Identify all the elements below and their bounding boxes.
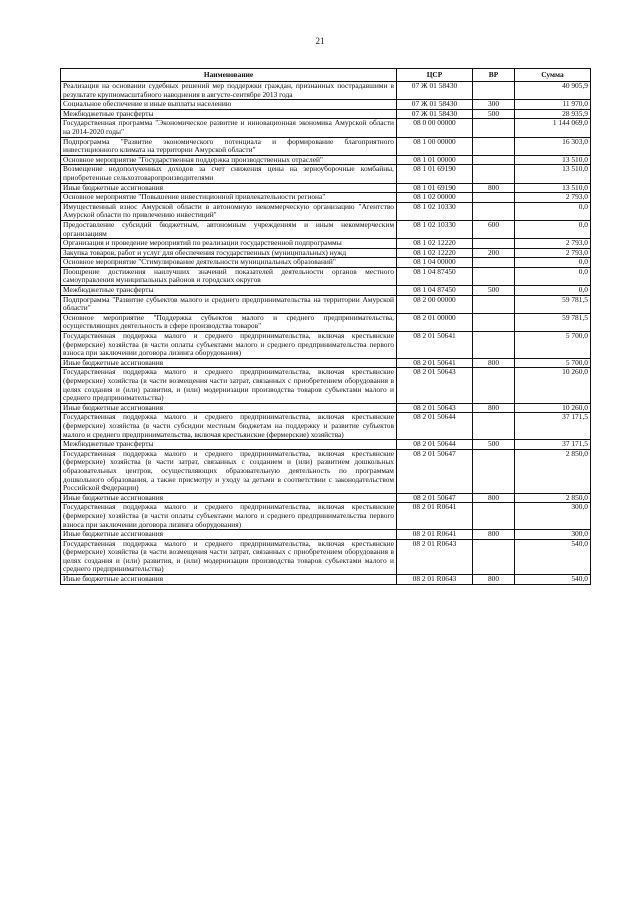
cell-vr: 300 — [473, 100, 515, 110]
cell-vr: 800 — [473, 530, 515, 540]
cell-name: Иные бюджетные ассигнования — [61, 358, 397, 368]
cell-csr: 08 1 01 69190 — [397, 183, 473, 193]
cell-name: Социальное обеспечение и иные выплаты населению — [61, 100, 397, 110]
table-row — [61, 119, 591, 137]
table-row — [61, 202, 591, 220]
cell-vr: 800 — [473, 575, 515, 585]
cell-sum: 5 700,0 — [515, 332, 591, 359]
cell-sum: 16 303,0 — [515, 137, 591, 155]
cell-sum: 300,0 — [515, 530, 591, 540]
cell-vr — [473, 413, 515, 440]
cell-csr: 07 Ж 01 58430 — [397, 82, 473, 100]
page-number: 21 — [315, 36, 325, 46]
cell-csr: 08 2 01 50644 — [397, 440, 473, 450]
cell-csr: 08 1 02 12220 — [397, 239, 473, 249]
cell-name: Подпрограмма "Развитие субъектов малого и среднего предпринимательства на территории Амурской области" — [61, 295, 397, 313]
cell-csr: 08 1 04 87450 — [397, 267, 473, 285]
table-row — [61, 503, 591, 530]
cell-name: Закупка товаров, работ и услуг для обеспечения государственных (муниципальных) нужд — [61, 248, 397, 258]
table-row — [61, 440, 591, 450]
cell-vr — [473, 503, 515, 530]
cell-name: Основное мероприятие "Поддержка субъектов малого и среднего предпринимательства, осуществляющих деятельность в сфере производства товаров" — [61, 313, 397, 331]
cell-name: Государственная поддержка малого и среднего предпринимательства, включая крестьянские (фермерские) хозяйства (в части возмещения части затрат, связанных с приобретением оборудования в целях создания и (или) развития, и (или) модернизации производства товаров субъектами малого и среднего предпринимательства) — [61, 539, 397, 574]
cell-csr: 08 2 01 50641 — [397, 332, 473, 359]
cell-name: Поощрение достижения наилучших значений показателей деятельности органов местного самоуправления муниципальных районов и городских округов — [61, 267, 397, 285]
cell-vr — [473, 449, 515, 493]
cell-name: Основное мероприятие "Повышение инвестиционной привлекательности региона" — [61, 193, 397, 203]
cell-csr: 08 1 04 87450 — [397, 286, 473, 296]
cell-name: Государственная поддержка малого и среднего предпринимательства, включая крестьянские (фермерские) хозяйства (в части оплаты субъектами малого и среднего предпринимательства первого взноса при заключении договора лизинга оборудования) — [61, 503, 397, 530]
cell-sum: 0,0 — [515, 286, 591, 296]
cell-vr: 500 — [473, 440, 515, 450]
budget-table — [60, 68, 591, 585]
cell-name: Государственная поддержка малого и среднего предпринимательства, включая крестьянские (фермерские) хозяйства (в части затрат, связанных с созданием и (или) развитием дошкольных образовательных центров, осуществляющих образовательную деятельность по программам дошкольного образования, а также присмотру и уходу за детьми в соответствии с законодательством Российской Федерации) — [61, 449, 397, 493]
cell-name: Иные бюджетные ассигнования — [61, 493, 397, 503]
header-vr: ВР — [473, 69, 515, 82]
cell-name: Межбюджетные трансферты — [61, 109, 397, 119]
cell-vr: 800 — [473, 403, 515, 413]
table-row — [61, 165, 591, 183]
cell-name: Государственная поддержка малого и среднего предпринимательства, включая крестьянские (фермерские) хозяйства (в части субсидии местным бюджетам на поддержку и развитие субъектов малого и среднего предпринимательства, включая крестьянские (фермерские) хозяйства) — [61, 413, 397, 440]
cell-vr — [473, 313, 515, 331]
cell-name: Иные бюджетные ассигнования — [61, 575, 397, 585]
table-row — [61, 295, 591, 313]
cell-sum: 13 510,0 — [515, 183, 591, 193]
cell-name: Реализация на основании судебных решений мер поддержки граждан, признанных пострадавшими в результате крупномасштабного наводнения в августе-сентябре 2013 года — [61, 82, 397, 100]
cell-vr: 800 — [473, 493, 515, 503]
cell-name: Основное мероприятие "Государственная поддержка производственных отраслей" — [61, 155, 397, 165]
cell-csr: 08 2 01 50643 — [397, 368, 473, 403]
table-row — [61, 258, 591, 268]
cell-sum: 0,0 — [515, 220, 591, 238]
cell-sum: 2 850,0 — [515, 493, 591, 503]
cell-sum: 59 781,5 — [515, 313, 591, 331]
cell-csr: 08 1 04 00000 — [397, 258, 473, 268]
cell-csr: 08 2 01 R0641 — [397, 530, 473, 540]
cell-name: Имущественный взнос Амурской области в автономную некоммерческую организацию "Агентство Амурской области по привлечению инвестиций" — [61, 202, 397, 220]
cell-name: Возмещение недополученных доходов за счет снижения цены на зерноуборочные комбайны, приобретенные сельхозтоваропроизводителями — [61, 165, 397, 183]
table-row — [61, 530, 591, 540]
header-sum: Сумма — [515, 69, 591, 82]
cell-name: Межбюджетные трансферты — [61, 286, 397, 296]
cell-name: Подпрограмма "Развитие экономического потенциала и формирование благоприятного инвестиционного климата на территории Амурской области" — [61, 137, 397, 155]
cell-name: Государственная поддержка малого и среднего предпринимательства, включая крестьянские (фермерские) хозяйства (в части оплаты субъектами малого и среднего предпринимательства первого взноса при заключении договора лизинга оборудования) — [61, 332, 397, 359]
cell-vr: 200 — [473, 248, 515, 258]
table-row — [61, 575, 591, 585]
cell-name: Государственная программа "Экономическое развитие и инновационная экономика Амурской области на 2014-2020 годы" — [61, 119, 397, 137]
cell-name: Предоставление субсидий бюджетным, автономным учреждениям и иным некоммерческим организациям — [61, 220, 397, 238]
cell-sum: 59 781,5 — [515, 295, 591, 313]
table-row — [61, 332, 591, 359]
cell-csr: 08 1 02 10330 — [397, 202, 473, 220]
cell-csr: 08 2 01 50647 — [397, 493, 473, 503]
cell-sum: 2 793,0 — [515, 248, 591, 258]
table-row — [61, 193, 591, 203]
cell-sum: 2 793,0 — [515, 193, 591, 203]
cell-vr — [473, 137, 515, 155]
cell-vr — [473, 539, 515, 574]
cell-vr — [473, 119, 515, 137]
cell-sum: 0,0 — [515, 267, 591, 285]
cell-sum: 10 260,0 — [515, 403, 591, 413]
cell-name: Иные бюджетные ассигнования — [61, 183, 397, 193]
table-row — [61, 100, 591, 110]
cell-csr: 08 1 02 12220 — [397, 248, 473, 258]
header-name: Наименование — [61, 69, 397, 82]
cell-csr: 07 Ж 01 58430 — [397, 100, 473, 110]
cell-sum: 1 144 069,0 — [515, 119, 591, 137]
cell-csr: 08 1 02 10330 — [397, 220, 473, 238]
cell-csr: 08 2 01 50641 — [397, 358, 473, 368]
cell-vr — [473, 155, 515, 165]
table-row — [61, 220, 591, 238]
table-header-row — [61, 69, 591, 82]
cell-vr: 800 — [473, 358, 515, 368]
cell-csr: 08 2 01 R0641 — [397, 503, 473, 530]
cell-vr — [473, 165, 515, 183]
cell-csr: 08 2 00 00000 — [397, 295, 473, 313]
cell-sum: 540,0 — [515, 539, 591, 574]
table-row — [61, 313, 591, 331]
cell-sum: 540,0 — [515, 575, 591, 585]
cell-sum: 37 171,5 — [515, 413, 591, 440]
cell-csr: 08 2 01 00000 — [397, 313, 473, 331]
cell-csr: 08 2 01 R0643 — [397, 575, 473, 585]
table-body — [61, 82, 591, 585]
cell-sum: 300,0 — [515, 503, 591, 530]
cell-vr — [473, 332, 515, 359]
table-row — [61, 449, 591, 493]
cell-sum: 28 935,9 — [515, 109, 591, 119]
cell-sum: 5 700,0 — [515, 358, 591, 368]
cell-vr — [473, 258, 515, 268]
cell-vr: 800 — [473, 183, 515, 193]
cell-csr: 08 0 00 00000 — [397, 119, 473, 137]
cell-sum: 2 793,0 — [515, 239, 591, 249]
cell-vr — [473, 193, 515, 203]
cell-vr — [473, 82, 515, 100]
cell-sum: 40 905,9 — [515, 82, 591, 100]
cell-name: Основное мероприятие "Стимулирование деятельности муниципальных образований" — [61, 258, 397, 268]
table-row — [61, 368, 591, 403]
cell-csr: 08 1 01 69190 — [397, 165, 473, 183]
table-row — [61, 286, 591, 296]
cell-csr: 08 2 01 50644 — [397, 413, 473, 440]
cell-csr: 08 1 00 00000 — [397, 137, 473, 155]
cell-sum: 2 850,0 — [515, 449, 591, 493]
cell-csr: 08 2 01 R0643 — [397, 539, 473, 574]
cell-name: Организация и проведение мероприятий по реализации государственной подпрограммы — [61, 239, 397, 249]
table-row — [61, 82, 591, 100]
cell-vr — [473, 202, 515, 220]
cell-sum: 37 171,5 — [515, 440, 591, 450]
cell-name: Межбюджетные трансферты — [61, 440, 397, 450]
cell-sum: 13 510,0 — [515, 165, 591, 183]
table-row — [61, 413, 591, 440]
cell-csr: 08 1 02 00000 — [397, 193, 473, 203]
cell-vr: 500 — [473, 286, 515, 296]
cell-name: Иные бюджетные ассигнования — [61, 403, 397, 413]
cell-csr: 08 1 01 00000 — [397, 155, 473, 165]
cell-sum: 13 510,0 — [515, 155, 591, 165]
cell-sum: 11 970,0 — [515, 100, 591, 110]
cell-vr — [473, 267, 515, 285]
cell-sum: 0,0 — [515, 258, 591, 268]
cell-csr: 08 2 01 50647 — [397, 449, 473, 493]
cell-csr: 08 2 01 50643 — [397, 403, 473, 413]
cell-vr — [473, 295, 515, 313]
cell-name: Государственная поддержка малого и среднего предпринимательства, включая крестьянские (фермерские) хозяйства (в части возмещения части затрат, связанных с приобретением оборудования в целях создания и (или) развития, и (или) модернизации производства товаров субъектами малого и среднего предпринимательства) — [61, 368, 397, 403]
cell-vr — [473, 239, 515, 249]
table-row — [61, 267, 591, 285]
table-row — [61, 137, 591, 155]
cell-vr: 600 — [473, 220, 515, 238]
cell-name: Иные бюджетные ассигнования — [61, 530, 397, 540]
cell-csr: 07 Ж 01 58430 — [397, 109, 473, 119]
header-csr: ЦСР — [397, 69, 473, 82]
table-row — [61, 239, 591, 249]
table-row — [61, 539, 591, 574]
cell-vr — [473, 368, 515, 403]
cell-sum: 10 260,0 — [515, 368, 591, 403]
cell-vr: 500 — [473, 109, 515, 119]
cell-sum: 0,0 — [515, 202, 591, 220]
